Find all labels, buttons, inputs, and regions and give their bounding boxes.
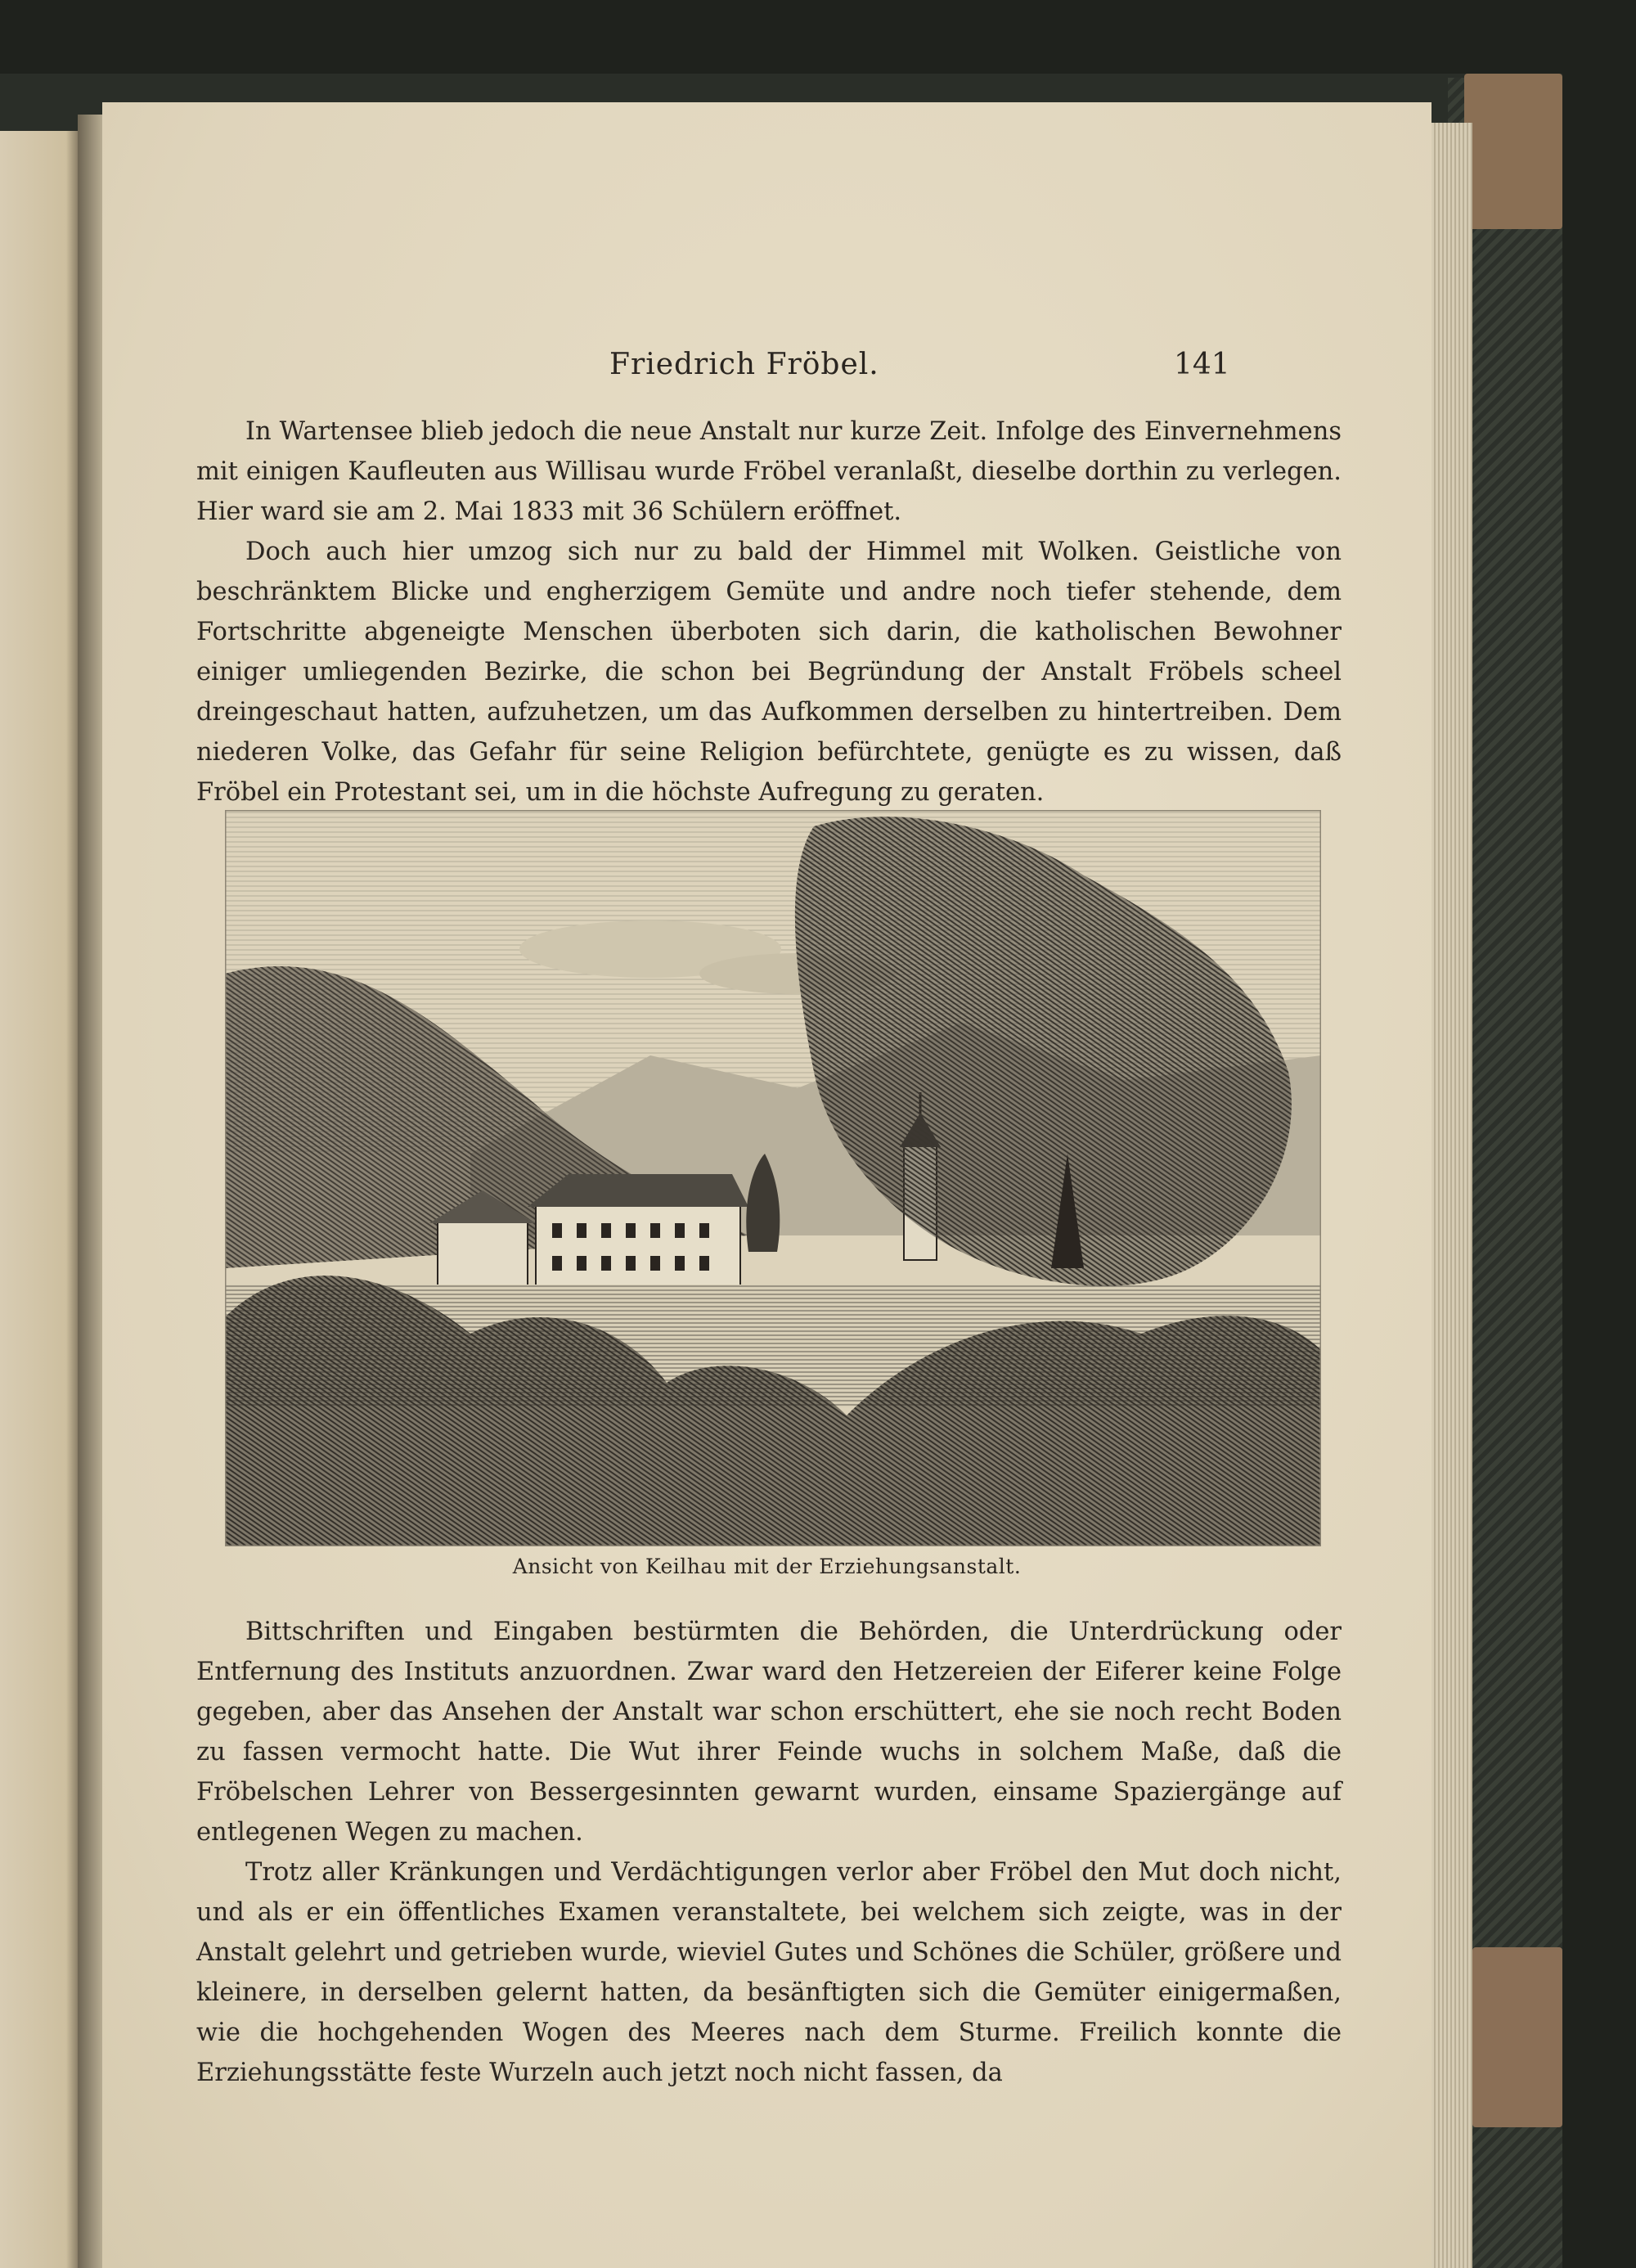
- book-page: [102, 102, 1432, 2268]
- running-title: Friedrich Fröbel.: [609, 348, 879, 381]
- engraving-illustration: [225, 810, 1321, 1546]
- left-page-edge: [0, 131, 78, 2268]
- text-block-top: [196, 412, 1342, 812]
- leather-corner-bottom: [1472, 1947, 1562, 2127]
- paragraph: In Wartensee blieb jedoch die neue Anstalt nur kurze Zeit. Infolge des Einvernehmens mit einigen Kaufleuten aus Willisau wurde Fröbel veranlaßt, dieselbe dorthin zu verlegen. Hier ward sie am 2. Mai 1833 mit 36 Schülern eröffnet.: [196, 417, 1342, 526]
- paragraph: Trotz aller Kränkungen und Verdächtigungen verlor aber Fröbel den Mut doch nicht, und als er ein öffentliches Examen veranstaltete, bei welchem sich zeigte, was in der Anstalt gelehrt und getrieben wurde, wieviel Gutes und Schönes die Schüler, größere und kleinere, in derselben gelernt hatten, da besänftigten sich die Gemüter einigermaßen, wie die hochgehenden Wogen des Meeres nach dem Sturme. Freilich konnte die Erziehungsstätte feste Wurzeln auch jetzt noch nicht fassen, da: [196, 1858, 1342, 2087]
- text-block-bottom: [196, 1612, 1342, 2093]
- paragraph: Doch auch hier umzog sich nur zu bald der Himmel mit Wolken. Geistliche von beschränktem Blicke und engherzigem Gemüte und andre noch tiefer stehende, dem Fortschritte abgeneigte Menschen überboten sich darin, die katholischen Bewohner einiger umliegenden Bezirke, die schon bei Begründung der Anstalt Fröbels scheel dreingeschaut hatten, aufzuhetzen, um das Aufkommen derselben zu hintertreiben. Dem niederen Volke, das Gefahr für seine Religion befürchtete, genügte es zu wissen, daß Fröbel ein Protestant sei, um in die höchste Aufregung zu geraten.: [196, 538, 1342, 807]
- landscape-engraving: [225, 810, 1321, 1546]
- leather-corner-top: [1464, 74, 1562, 229]
- book-gutter: [78, 115, 102, 2268]
- page-number: 141: [1174, 348, 1230, 381]
- paragraph: Bittschriften und Eingaben bestürmten die Behörden, die Unterdrückung oder Entfernung des Instituts anzuordnen. Zwar ward den Hetzereien der Eiferer keine Folge gegeben, aber das Ansehen der Anstalt war schon erschüttert, ehe sie noch recht Boden zu fassen vermocht hatte. Die Wut ihrer Feinde wuchs in solchem Maße, daß die Fröbelschen Lehrer von Bessergesinnten gewarnt wurden, einsame Spaziergänge auf entlegenen Wegen zu machen.: [196, 1618, 1342, 1847]
- illustration-caption: Ansicht von Keilhau mit der Erziehungsanstalt.: [512, 1555, 1022, 1578]
